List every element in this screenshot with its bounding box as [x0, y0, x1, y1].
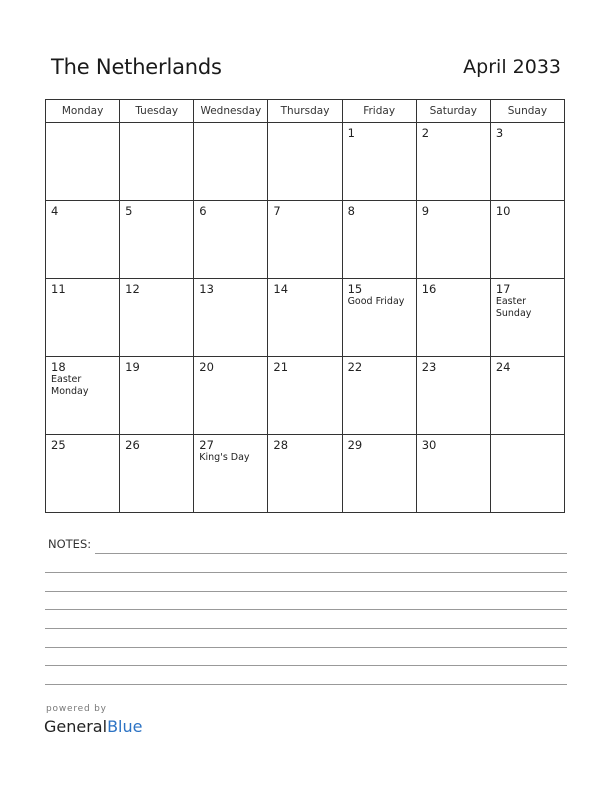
day-number: 23: [421, 360, 437, 374]
day-cell: [342, 357, 416, 435]
day-cell: [342, 123, 416, 201]
day-number: 5: [125, 204, 133, 218]
day-number: 30: [421, 438, 437, 452]
day-cell: [342, 279, 416, 357]
week-row: [46, 279, 565, 357]
day-cell: [416, 279, 490, 357]
day-cell: [342, 435, 416, 513]
day-number: 27: [199, 438, 214, 452]
calendar-month: April 2033: [463, 56, 561, 78]
day-cell: [46, 435, 120, 513]
week-row: [46, 435, 565, 513]
day-cell: [120, 123, 194, 201]
calendar-title: The Netherlands: [51, 55, 222, 79]
day-number: 16: [421, 282, 437, 296]
weekday-header-row: [46, 100, 565, 123]
day-cell: [46, 201, 120, 279]
day-number: 17: [495, 282, 511, 296]
day-cell: [416, 123, 490, 201]
holiday-label: Good Friday: [347, 296, 405, 307]
day-cell: [416, 357, 490, 435]
day-number: 29: [347, 438, 363, 452]
day-number: 21: [273, 360, 289, 374]
day-cell: [268, 357, 342, 435]
week-row: [46, 201, 565, 279]
day-number: 24: [495, 360, 511, 374]
day-cell: [268, 123, 342, 201]
holiday-label: Easter Monday: [51, 374, 89, 397]
brand-general: General: [44, 717, 108, 736]
notes-line: [45, 609, 567, 610]
day-cell: [490, 201, 564, 279]
day-cell: [416, 201, 490, 279]
notes-line: [45, 591, 567, 592]
day-number: 11: [51, 282, 66, 296]
week-row: [46, 123, 565, 201]
day-cell: [120, 435, 194, 513]
day-cell: [342, 201, 416, 279]
holiday-label: King's Day: [199, 452, 250, 463]
day-cell: [416, 435, 490, 513]
day-number: 19: [125, 360, 140, 374]
day-cell: [120, 357, 194, 435]
day-cell: [46, 123, 120, 201]
day-cell: [194, 279, 268, 357]
day-cell: [490, 279, 564, 357]
day-number: 14: [273, 282, 289, 296]
day-number: 26: [125, 438, 140, 452]
weekday-header: Tuesday: [120, 100, 194, 123]
day-number: 9: [421, 204, 430, 218]
day-cell: [194, 357, 268, 435]
day-cell: [268, 435, 342, 513]
powered-by-text: powered by: [46, 704, 107, 714]
week-row: [46, 357, 565, 435]
day-cell: [194, 123, 268, 201]
brand-blue: Blue: [107, 717, 143, 736]
notes-label: NOTES:: [48, 537, 92, 551]
day-number: 2: [421, 126, 430, 140]
generalblue-logo: [44, 717, 142, 736]
day-cell: [46, 357, 120, 435]
day-number: 6: [199, 204, 207, 218]
day-cell: [268, 201, 342, 279]
day-number: 1: [347, 126, 355, 140]
notes-line: [45, 684, 567, 685]
weekday-header: Thursday: [268, 100, 342, 123]
day-number: 8: [347, 204, 355, 218]
day-number: 10: [495, 204, 511, 218]
day-cell: [120, 279, 194, 357]
day-cell: [120, 201, 194, 279]
notes-line: [45, 665, 567, 666]
weekday-header: Friday: [342, 100, 416, 123]
notes-line: [45, 628, 567, 629]
day-number: 12: [125, 282, 140, 296]
notes-line: [45, 572, 567, 573]
day-number: 3: [495, 126, 504, 140]
notes-line: [45, 647, 567, 648]
day-number: 25: [51, 438, 66, 452]
day-cell: [194, 201, 268, 279]
day-number: 15: [347, 282, 363, 296]
weekday-header: Wednesday: [194, 100, 268, 123]
holiday-label: Easter Sunday: [495, 296, 532, 319]
calendar-grid: [45, 99, 565, 513]
day-cell: [490, 435, 564, 513]
weekday-header: Monday: [46, 100, 120, 123]
day-number: 4: [51, 204, 59, 218]
day-cell: [194, 435, 268, 513]
day-number: 20: [199, 360, 214, 374]
day-cell: [46, 279, 120, 357]
day-cell: [490, 357, 564, 435]
day-number: 13: [199, 282, 214, 296]
day-cell: [490, 123, 564, 201]
weekday-header: Saturday: [416, 100, 490, 123]
day-cell: [268, 279, 342, 357]
day-number: 18: [51, 360, 66, 374]
day-number: 7: [273, 204, 281, 218]
day-number: 28: [273, 438, 289, 452]
weekday-header: Sunday: [490, 100, 564, 123]
day-number: 22: [347, 360, 363, 374]
notes-line: [95, 553, 567, 554]
